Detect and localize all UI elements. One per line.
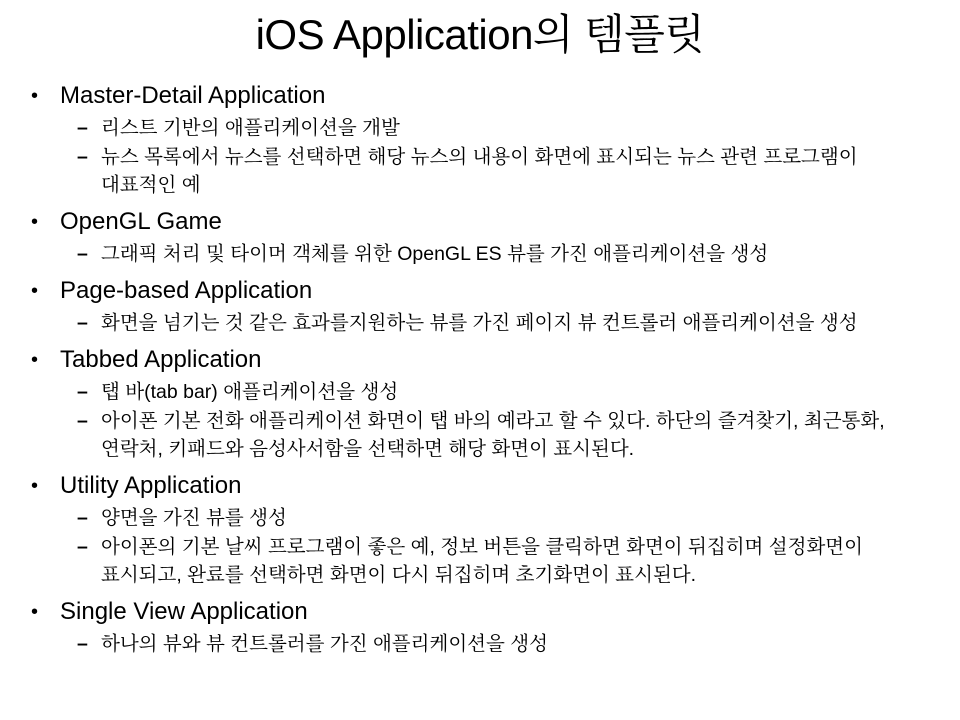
sub-dash-marker-icon: – xyxy=(77,312,88,334)
sub-item xyxy=(28,114,938,142)
bullet-head xyxy=(28,595,938,629)
bullet-item xyxy=(28,469,938,589)
bullet-label: Page-based Application xyxy=(60,277,313,304)
sub-dash-marker-icon: – xyxy=(77,536,88,558)
sub-item xyxy=(28,533,938,589)
bullet-head xyxy=(28,274,938,308)
sub-dash-marker-icon: – xyxy=(77,146,88,168)
slide-title: iOS Application의 템플릿 xyxy=(255,11,705,58)
sub-list xyxy=(28,309,938,337)
bullet-marker-icon: • xyxy=(31,475,39,497)
sub-dash-marker-icon: – xyxy=(77,381,88,403)
bullet-item xyxy=(28,274,938,337)
sub-text: 그래픽 처리 및 타이머 객체를 위한 OpenGL ES 뷰를 가진 애플리케이션을 생성 xyxy=(101,243,769,265)
sub-dash-marker-icon: – xyxy=(77,633,88,655)
sub-list xyxy=(28,240,938,268)
bullet-marker-icon: • xyxy=(31,601,39,623)
bullet-label: OpenGL Game xyxy=(60,208,222,235)
sub-list xyxy=(28,114,938,199)
sub-item xyxy=(28,240,938,268)
bullet-marker-icon: • xyxy=(31,280,39,302)
sub-list xyxy=(28,378,938,463)
sub-text: 양면을 가진 뷰를 생성 xyxy=(101,507,287,529)
bullet-head xyxy=(28,469,938,503)
sub-item xyxy=(28,407,938,463)
bullet-item xyxy=(28,79,938,199)
bullet-label: Tabbed Application xyxy=(60,346,262,373)
sub-text: 하나의 뷰와 뷰 컨트롤러를 가진 애플리케이션을 생성 xyxy=(101,633,548,655)
sub-list xyxy=(28,630,938,658)
bullet-head xyxy=(28,343,938,377)
sub-text: 아이폰 기본 전화 애플리케이션 화면이 탭 바의 예라고 할 수 있다. 하단의 즐겨찾기, 최근통화, 연락처, 키패드와 음성사서함을 선택하면 해당 화면이 표시된다. xyxy=(101,410,885,460)
bullet-marker-icon: • xyxy=(31,211,39,233)
bullet-head xyxy=(28,205,938,239)
sub-item xyxy=(28,630,938,658)
sub-dash-marker-icon: – xyxy=(77,507,88,529)
bullet-label: Master-Detail Application xyxy=(60,82,326,109)
bullet-label: Utility Application xyxy=(60,472,242,499)
bullet-marker-icon: • xyxy=(31,85,39,107)
sub-list xyxy=(28,504,938,589)
bullet-item xyxy=(28,343,938,463)
bullet-head xyxy=(28,79,938,113)
sub-item xyxy=(28,504,938,532)
bullet-item xyxy=(28,595,938,658)
bullet-marker-icon: • xyxy=(31,349,39,371)
sub-text: 화면을 넘기는 것 같은 효과를지원하는 뷰를 가진 페이지 뷰 컨트롤러 애플리케이션을 생성 xyxy=(101,312,858,334)
bullet-list xyxy=(0,79,960,658)
sub-text: 아이폰의 기본 날씨 프로그램이 좋은 예, 정보 버튼을 클릭하면 화면이 뒤집히며 설정화면이 표시되고, 완료를 선택하면 화면이 다시 뒤집히며 초기화면이 표시된다. xyxy=(101,536,863,586)
sub-item xyxy=(28,143,938,199)
sub-item xyxy=(28,309,938,337)
sub-text: 탭 바(tab bar) 애플리케이션을 생성 xyxy=(101,381,399,403)
sub-text: 리스트 기반의 애플리케이션을 개발 xyxy=(101,117,400,139)
sub-text: 뉴스 목록에서 뉴스를 선택하면 해당 뉴스의 내용이 화면에 표시되는 뉴스 관련 프로그램이 대표적인 예 xyxy=(101,146,858,196)
bullet-label: Single View Application xyxy=(60,598,308,625)
sub-item xyxy=(28,378,938,406)
sub-dash-marker-icon: – xyxy=(77,243,88,265)
sub-dash-marker-icon: – xyxy=(77,410,88,432)
bullet-item xyxy=(28,205,938,268)
sub-dash-marker-icon: – xyxy=(77,117,88,139)
